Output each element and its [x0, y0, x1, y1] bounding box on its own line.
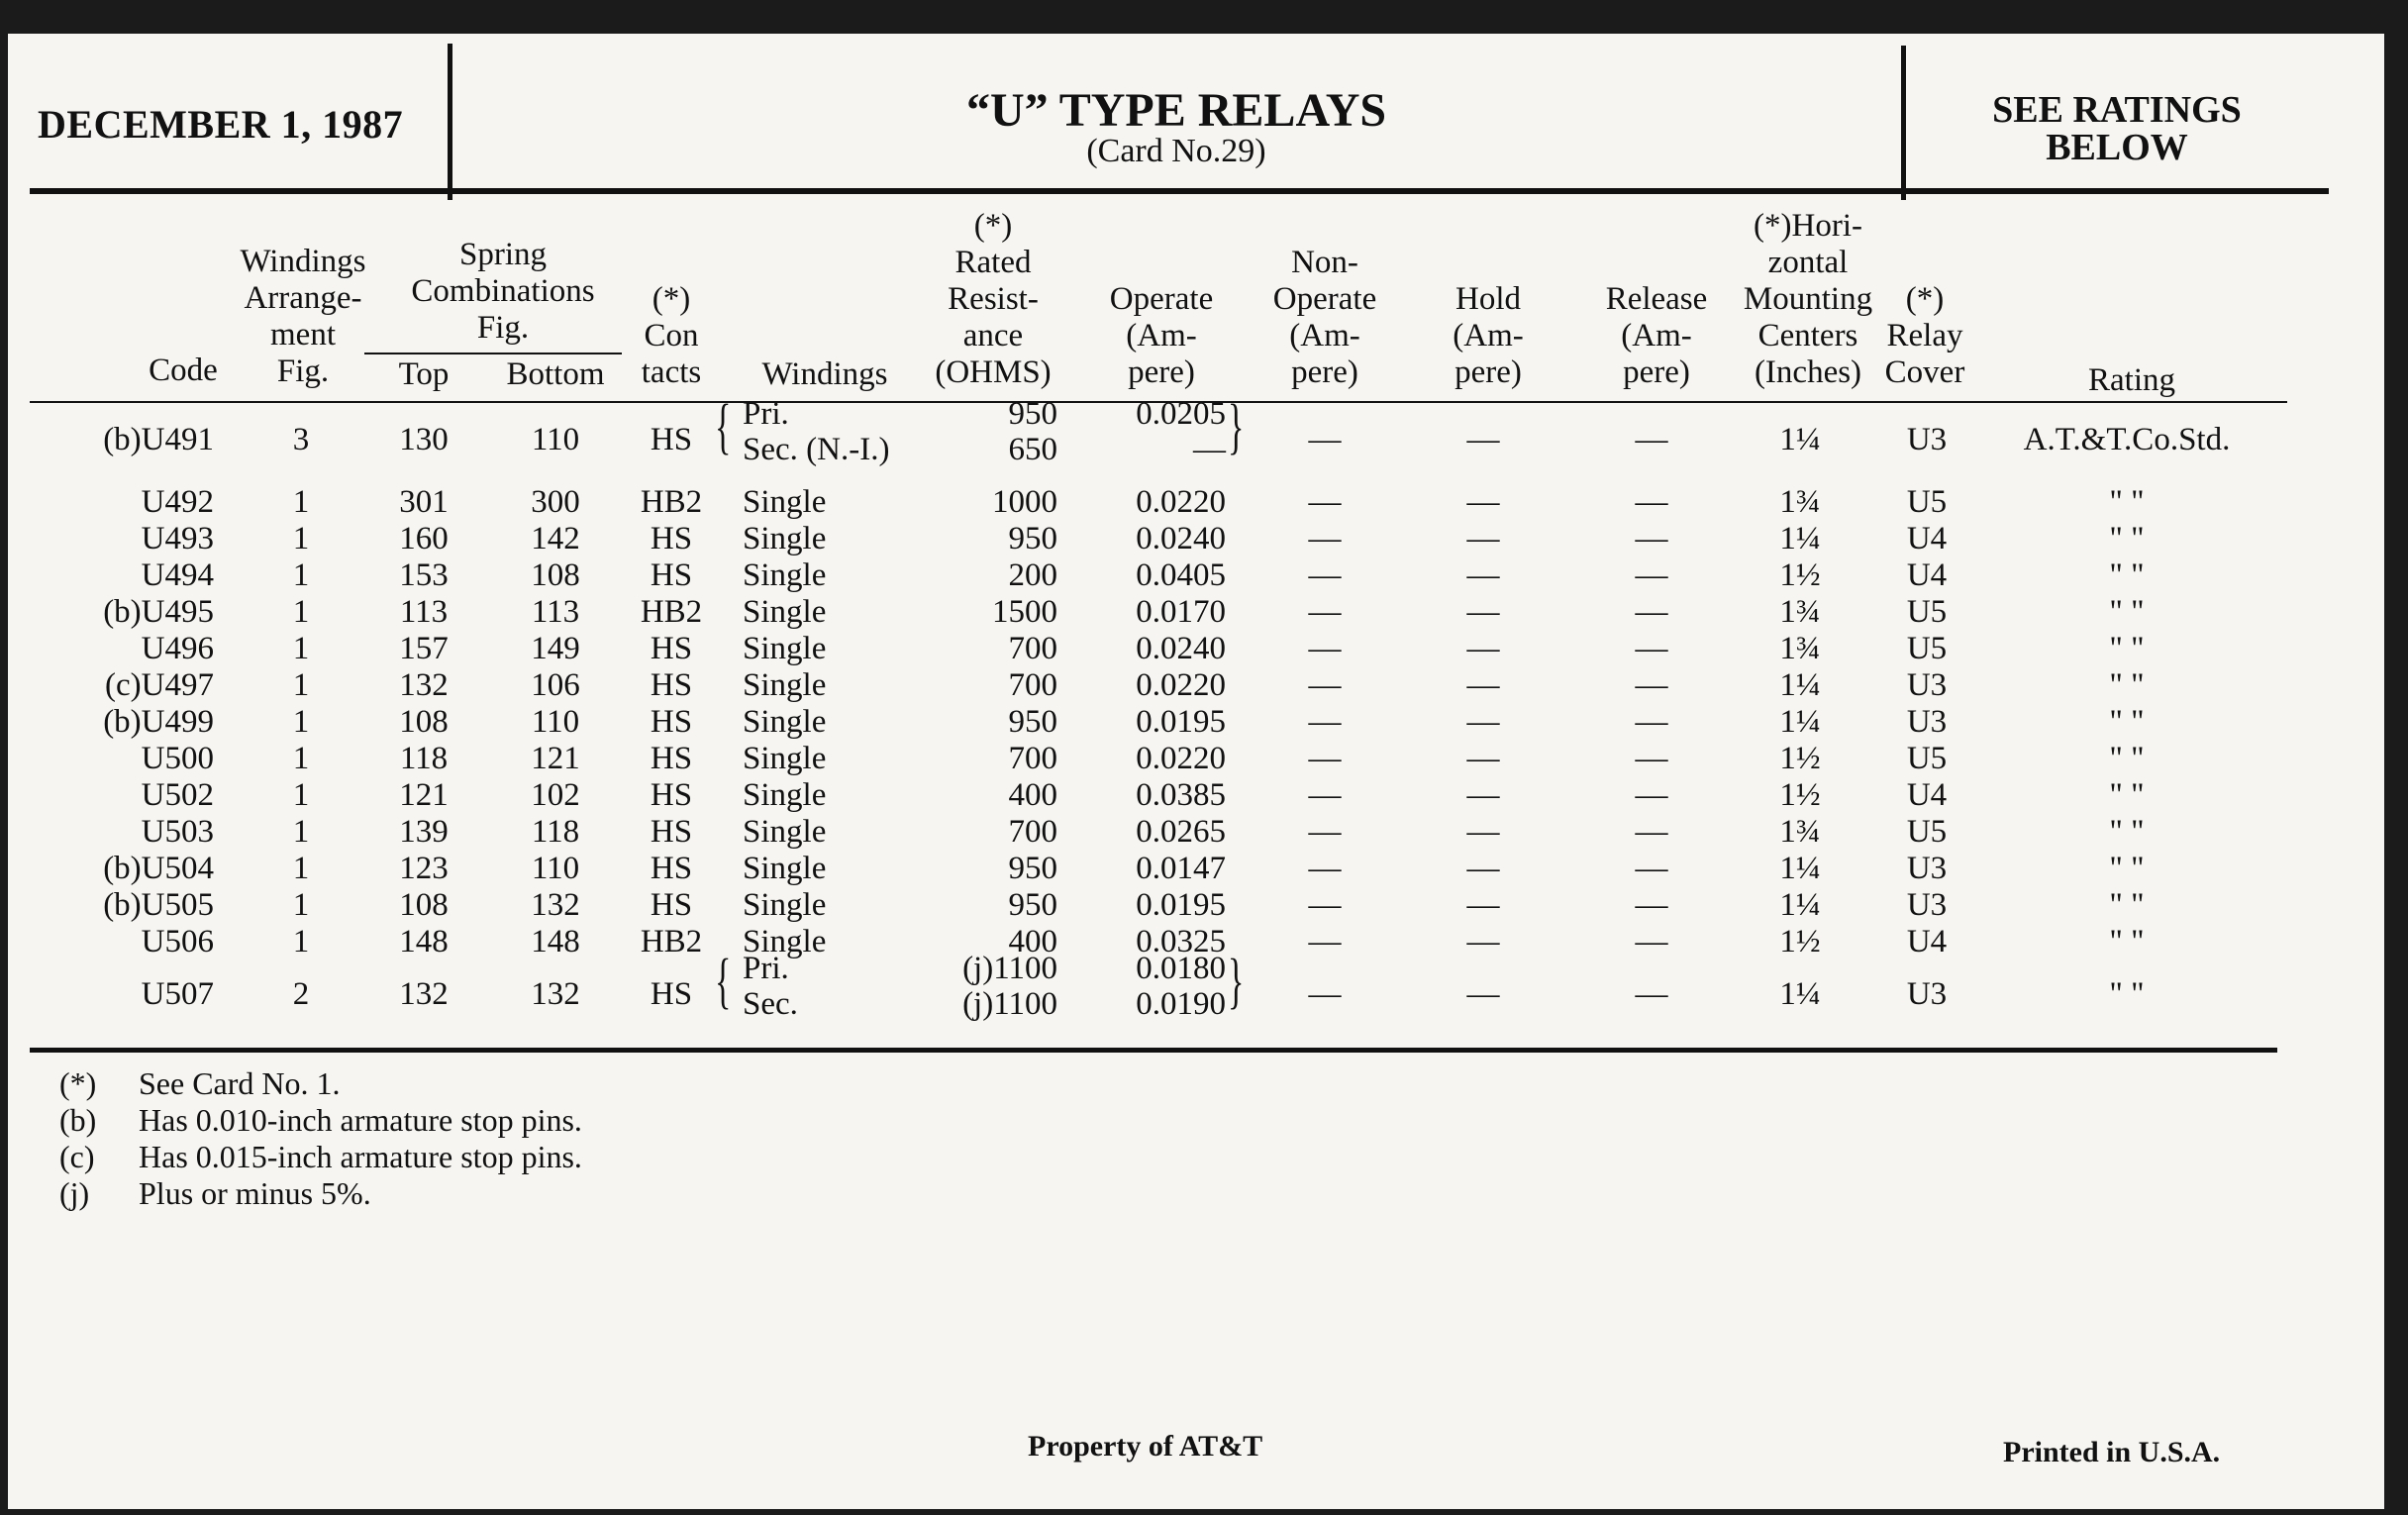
cell-windings: Single [743, 521, 827, 556]
cell-windings: Single [743, 851, 827, 886]
cell-operate: 0.0325 [1136, 924, 1226, 960]
header-divider-right [1901, 46, 1906, 200]
cell-hold: — [1466, 924, 1500, 960]
cell-bottom: 110 [531, 851, 580, 886]
cell-release: — [1635, 557, 1668, 593]
cell-code: U507 [141, 976, 214, 1012]
cell-rating: " " [2109, 814, 2145, 850]
cell-contacts: HS [650, 704, 693, 740]
cell-top: 160 [399, 521, 449, 556]
operate-brace-close: } [1228, 948, 1245, 1015]
cell-cover: U5 [1906, 484, 1948, 520]
cell-non-operate: — [1308, 924, 1342, 960]
windings-brace-open: { [715, 393, 732, 460]
cell-release: — [1635, 594, 1668, 630]
cell-arrangement: 1 [292, 521, 310, 556]
cell-hold: — [1466, 422, 1500, 457]
cell-contacts: HS [650, 557, 693, 593]
cell-release: — [1635, 976, 1668, 1012]
cell-top: 108 [399, 887, 449, 923]
cell-arrangement: 1 [292, 814, 310, 850]
cell-resistance: 950 [1008, 704, 1057, 740]
cell-cover: U5 [1906, 594, 1948, 630]
col-spring-combinations: Spring Combinations Fig. [411, 237, 595, 346]
cell-resistance-secondary: (j)1100 [962, 986, 1057, 1022]
cell-rating: " " [2109, 521, 2145, 556]
windings-brace-open: { [715, 948, 732, 1015]
footnote-text: Has 0.015-inch armature stop pins. [139, 1139, 582, 1174]
cell-mounting: 1¼ [1779, 667, 1821, 703]
cell-code: (b)U504 [103, 851, 214, 886]
cell-cover: U3 [1906, 887, 1948, 923]
cell-contacts: HS [650, 422, 693, 457]
cell-windings: Single [743, 631, 827, 666]
cell-operate: 0.0240 [1136, 631, 1226, 666]
header-rule [30, 188, 2329, 194]
cell-cover: U3 [1906, 851, 1948, 886]
cell-mounting: 1¼ [1779, 704, 1821, 740]
cell-top: 139 [399, 814, 449, 850]
col-rated-resistance: (*) Rated Resist- ance (OHMS) [935, 208, 1052, 390]
footnote-text: Has 0.010-inch armature stop pins. [139, 1102, 582, 1138]
cell-non-operate: — [1308, 557, 1342, 593]
cell-top: 132 [399, 976, 449, 1012]
cell-resistance: (j)1100 [962, 951, 1057, 986]
col-non-operate: Non- Operate (Am- pere) [1272, 245, 1377, 390]
cell-mounting: 1½ [1779, 741, 1821, 776]
cell-contacts: HS [650, 887, 693, 923]
cell-top: 157 [399, 631, 449, 666]
cell-arrangement: 1 [292, 484, 310, 520]
header-divider-left [448, 44, 452, 200]
cell-non-operate: — [1308, 777, 1342, 813]
cell-cover: U4 [1906, 777, 1948, 813]
cell-bottom: 102 [531, 777, 580, 813]
cell-rating: " " [2109, 777, 2145, 813]
cell-hold: — [1466, 557, 1500, 593]
cell-mounting: 1¾ [1779, 484, 1821, 520]
printed-label: Printed in U.S.A. [2003, 1436, 2221, 1468]
cell-code: U492 [141, 484, 214, 520]
cell-release: — [1635, 704, 1668, 740]
cell-code: U496 [141, 631, 214, 666]
cell-non-operate: — [1308, 976, 1342, 1012]
cell-hold: — [1466, 777, 1500, 813]
cell-mounting: 1¼ [1779, 976, 1821, 1012]
cell-rating: " " [2109, 851, 2145, 886]
ratings-note-line1: SEE RATINGS [1992, 89, 2242, 131]
cell-windings: Single [743, 777, 827, 813]
cell-rating: " " [2109, 667, 2145, 703]
cell-release: — [1635, 422, 1668, 457]
relay-card [8, 34, 2384, 1509]
cell-resistance: 200 [1008, 557, 1057, 593]
cell-cover: U4 [1906, 557, 1948, 593]
col-windings: Windings [761, 356, 888, 392]
cell-operate: 0.0205 [1136, 396, 1226, 432]
cell-windings: Single [743, 741, 827, 776]
cell-bottom: 106 [531, 667, 580, 703]
ratings-note [1929, 91, 2305, 166]
cell-windings: Single [743, 594, 827, 630]
card-number: (Card No.29) [1086, 133, 1266, 169]
cell-mounting: 1¾ [1779, 631, 1821, 666]
cell-resistance: 700 [1008, 814, 1057, 850]
col-rating: Rating [2088, 362, 2175, 398]
cell-arrangement: 1 [292, 851, 310, 886]
cell-cover: U3 [1906, 704, 1948, 740]
cell-rating: " " [2109, 631, 2145, 666]
cell-windings: Single [743, 484, 827, 520]
cell-hold: — [1466, 887, 1500, 923]
cell-hold: — [1466, 851, 1500, 886]
cell-contacts: HS [650, 521, 693, 556]
cell-top: 121 [399, 777, 449, 813]
cell-operate: 0.0385 [1136, 777, 1226, 813]
cell-resistance: 400 [1008, 924, 1057, 960]
cell-mounting: 1½ [1779, 924, 1821, 960]
operate-brace-close: } [1228, 393, 1245, 460]
cell-top: 132 [399, 667, 449, 703]
cell-bottom: 110 [531, 422, 580, 457]
cell-cover: U5 [1906, 631, 1948, 666]
cell-contacts: HS [650, 851, 693, 886]
cell-non-operate: — [1308, 887, 1342, 923]
cell-mounting: 1¼ [1779, 851, 1821, 886]
cell-windings: Pri. [743, 396, 789, 432]
cell-code: (b)U505 [103, 887, 214, 923]
cell-windings: Single [743, 887, 827, 923]
cell-code: (b)U499 [103, 704, 214, 740]
cell-hold: — [1466, 704, 1500, 740]
cell-operate-secondary: 0.0190 [1136, 986, 1226, 1022]
col-mounting-centers: (*)Hori- zontal Mounting Centers (Inches) [1743, 208, 1873, 390]
cell-rating: " " [2109, 741, 2145, 776]
cell-resistance: 700 [1008, 741, 1057, 776]
cell-arrangement: 2 [292, 976, 310, 1012]
cell-contacts: HS [650, 777, 693, 813]
cell-operate: 0.0220 [1136, 667, 1226, 703]
cell-bottom: 142 [531, 521, 580, 556]
page-title: “U” TYPE RELAYS [965, 84, 1387, 137]
cell-bottom: 113 [531, 594, 580, 630]
cell-rating: " " [2109, 976, 2145, 1012]
cell-operate: 0.0240 [1136, 521, 1226, 556]
cell-non-operate: — [1308, 667, 1342, 703]
cell-non-operate: — [1308, 814, 1342, 850]
cell-operate: 0.0220 [1136, 741, 1226, 776]
cell-non-operate: — [1308, 521, 1342, 556]
cell-operate: 0.0195 [1136, 704, 1226, 740]
cell-cover: U5 [1906, 814, 1948, 850]
cell-hold: — [1466, 521, 1500, 556]
cell-windings: Single [743, 667, 827, 703]
footnote-mark: (c) [59, 1139, 95, 1174]
cell-rating: " " [2109, 484, 2145, 520]
cell-windings: Single [743, 557, 827, 593]
cell-release: — [1635, 631, 1668, 666]
footnote-text: See Card No. 1. [139, 1065, 341, 1101]
cell-resistance: 950 [1008, 851, 1057, 886]
cell-code: (c)U497 [105, 667, 214, 703]
cell-resistance: 700 [1008, 631, 1057, 666]
cell-windings-secondary: Sec. [743, 986, 798, 1022]
cell-operate: 0.0180 [1136, 951, 1226, 986]
col-top: Top [398, 356, 450, 392]
cell-hold: — [1466, 594, 1500, 630]
cell-cover: U4 [1906, 521, 1948, 556]
cell-arrangement: 1 [292, 631, 310, 666]
cell-mounting: 1¼ [1779, 887, 1821, 923]
cell-resistance: 700 [1008, 667, 1057, 703]
cell-code: U493 [141, 521, 214, 556]
col-operate: Operate (Am- pere) [1109, 281, 1214, 390]
cell-operate: 0.0195 [1136, 887, 1226, 923]
cell-non-operate: — [1308, 594, 1342, 630]
cell-top: 301 [399, 484, 449, 520]
cell-mounting: 1¼ [1779, 521, 1821, 556]
cell-resistance: 950 [1008, 521, 1057, 556]
cell-arrangement: 1 [292, 667, 310, 703]
cell-bottom: 110 [531, 704, 580, 740]
cell-windings: Single [743, 924, 827, 960]
cell-operate: 0.0170 [1136, 594, 1226, 630]
cell-non-operate: — [1308, 741, 1342, 776]
cell-code: U506 [141, 924, 214, 960]
cell-arrangement: 1 [292, 777, 310, 813]
ratings-note-line2: BELOW [2046, 127, 2188, 168]
col-windings-arrangement: Windings Arrange- ment Fig. [240, 244, 366, 389]
cell-release: — [1635, 667, 1668, 703]
cell-bottom: 132 [531, 976, 580, 1012]
cell-windings: Single [743, 704, 827, 740]
cell-cover: U5 [1906, 741, 1948, 776]
cell-contacts: HS [650, 976, 693, 1012]
footnote-mark: (*) [59, 1065, 97, 1101]
cell-release: — [1635, 777, 1668, 813]
property-label: Property of AT&T [1028, 1430, 1263, 1463]
cell-bottom: 149 [531, 631, 580, 666]
cell-operate: 0.0405 [1136, 557, 1226, 593]
cell-release: — [1635, 887, 1668, 923]
cell-top: 123 [399, 851, 449, 886]
cell-hold: — [1466, 631, 1500, 666]
cell-hold: — [1466, 814, 1500, 850]
cell-bottom: 108 [531, 557, 580, 593]
cell-arrangement: 1 [292, 594, 310, 630]
cell-mounting: 1¾ [1779, 594, 1821, 630]
cell-arrangement: 1 [292, 741, 310, 776]
cell-cover: U3 [1906, 976, 1948, 1012]
cell-release: — [1635, 741, 1668, 776]
cell-arrangement: 1 [292, 924, 310, 960]
cell-hold: — [1466, 484, 1500, 520]
cell-contacts: HS [650, 631, 693, 666]
cell-non-operate: — [1308, 851, 1342, 886]
cell-code: U500 [141, 741, 214, 776]
cell-mounting: 1½ [1779, 557, 1821, 593]
cell-contacts: HB2 [640, 594, 703, 630]
cell-top: 108 [399, 704, 449, 740]
cell-mounting: 1¾ [1779, 814, 1821, 850]
footnote-mark: (j) [59, 1175, 90, 1211]
cell-contacts: HB2 [640, 924, 703, 960]
cell-rating: " " [2109, 557, 2145, 593]
cell-windings-secondary: Sec. (N.-I.) [743, 432, 890, 467]
cell-bottom: 132 [531, 887, 580, 923]
cell-resistance: 1500 [992, 594, 1057, 630]
cell-operate: 0.0147 [1136, 851, 1226, 886]
cell-bottom: 121 [531, 741, 580, 776]
cell-operate: 0.0265 [1136, 814, 1226, 850]
cell-code: (b)U495 [103, 594, 214, 630]
cell-top: 153 [399, 557, 449, 593]
footnote-mark: (b) [59, 1102, 97, 1138]
cell-resistance: 950 [1008, 887, 1057, 923]
cell-code: (b)U491 [103, 422, 214, 457]
cell-windings: Pri. [743, 951, 789, 986]
cell-release: — [1635, 814, 1668, 850]
cell-windings: Single [743, 814, 827, 850]
cell-rating: " " [2109, 594, 2145, 630]
footnote-text: Plus or minus 5%. [139, 1175, 371, 1211]
cell-resistance: 950 [1008, 396, 1057, 432]
cell-rating: " " [2109, 704, 2145, 740]
cell-top: 118 [399, 741, 449, 776]
cell-release: — [1635, 521, 1668, 556]
cell-resistance-secondary: 650 [1008, 432, 1057, 467]
col-contacts: (*) Con tacts [641, 281, 702, 390]
cell-contacts: HS [650, 741, 693, 776]
cell-non-operate: — [1308, 631, 1342, 666]
cell-hold: — [1466, 741, 1500, 776]
card-date: DECEMBER 1, 1987 [38, 102, 404, 147]
cell-mounting: 1½ [1779, 777, 1821, 813]
cell-arrangement: 1 [292, 557, 310, 593]
cell-non-operate: — [1308, 704, 1342, 740]
col-release: Release (Am- pere) [1605, 281, 1708, 390]
cell-cover: U3 [1906, 667, 1948, 703]
cell-hold: — [1466, 976, 1500, 1012]
cell-top: 130 [399, 422, 449, 457]
cell-cover: U3 [1906, 422, 1948, 457]
cell-contacts: HS [650, 667, 693, 703]
cell-arrangement: 1 [292, 887, 310, 923]
cell-code: U494 [141, 557, 214, 593]
cell-code: U503 [141, 814, 214, 850]
cell-top: 113 [399, 594, 449, 630]
cell-top: 148 [399, 924, 449, 960]
col-bottom: Bottom [506, 356, 605, 392]
cell-code: U502 [141, 777, 214, 813]
cell-rating: A.T.&T.Co.Std. [2023, 422, 2231, 457]
col-code: Code [149, 353, 218, 388]
cell-non-operate: — [1308, 422, 1342, 457]
cell-hold: — [1466, 667, 1500, 703]
cell-arrangement: 3 [292, 422, 310, 457]
cell-contacts: HB2 [640, 484, 703, 520]
cell-mounting: 1¼ [1779, 422, 1821, 457]
cell-rating: " " [2109, 887, 2145, 923]
cell-operate-secondary: — [1193, 432, 1226, 467]
cell-contacts: HS [650, 814, 693, 850]
cell-bottom: 148 [531, 924, 580, 960]
col-hold: Hold (Am- pere) [1453, 281, 1524, 390]
cell-rating: " " [2109, 924, 2145, 960]
cell-resistance: 1000 [992, 484, 1057, 520]
cell-release: — [1635, 924, 1668, 960]
col-relay-cover: (*) Relay Cover [1884, 281, 1965, 390]
cell-non-operate: — [1308, 484, 1342, 520]
cell-operate: 0.0220 [1136, 484, 1226, 520]
table-bottom-rule [30, 1048, 2277, 1053]
cell-release: — [1635, 851, 1668, 886]
cell-resistance: 400 [1008, 777, 1057, 813]
spring-fig-rule [364, 353, 622, 354]
cell-cover: U4 [1906, 924, 1948, 960]
cell-release: — [1635, 484, 1668, 520]
cell-bottom: 300 [531, 484, 580, 520]
cell-bottom: 118 [531, 814, 580, 850]
cell-arrangement: 1 [292, 704, 310, 740]
